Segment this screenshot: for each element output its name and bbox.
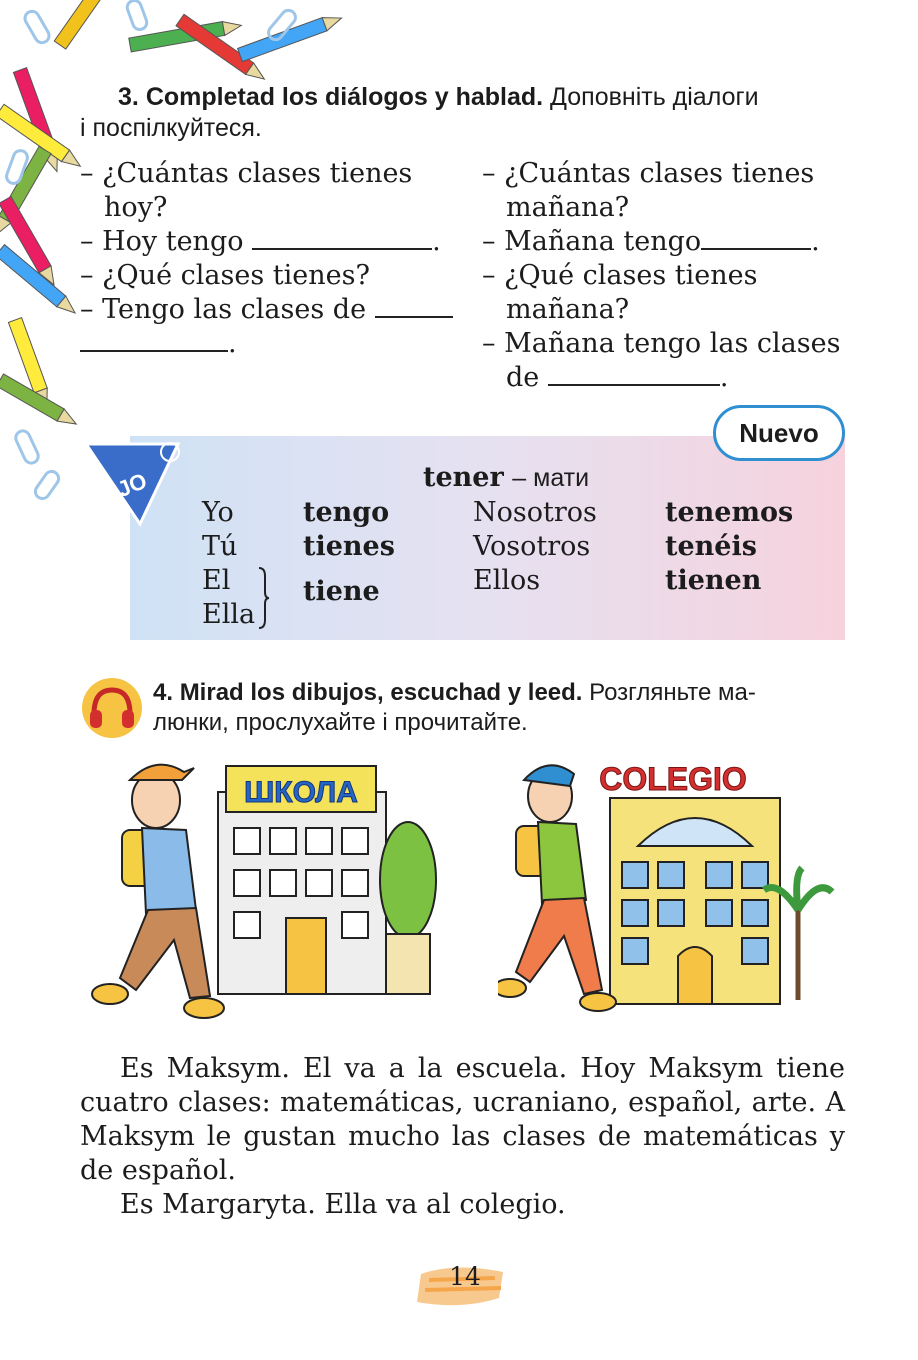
exercise-3-title-uk-2: і поспілкуйтеся. <box>80 114 262 142</box>
form-tiene: tiene <box>303 576 380 607</box>
pronoun-nosotros: Nosotros <box>473 497 597 528</box>
school-sign: ШКОЛА <box>244 776 358 809</box>
form-tenemos: tenemos <box>665 497 794 528</box>
ojo-label: OJO <box>97 467 151 509</box>
illustration-girl-colegio <box>498 750 838 1030</box>
reading-paragraph-1: Es Maksym. El va a la escuela. Hoy Maksym tiene cuatro clases: matemáticas, ucraniano, español, arte. A Maksym le gustan mucho las clases de matemáticas y de español. <box>80 1053 845 1186</box>
pronoun-yo: Yo <box>202 497 234 528</box>
illustration-boy-school <box>86 750 451 1030</box>
verb-infinitive: tener <box>423 462 504 493</box>
dialogue-right <box>482 157 840 395</box>
brace-icon <box>255 566 271 630</box>
exercise-4-heading <box>153 678 845 738</box>
answer-blank[interactable] <box>375 316 453 318</box>
form-teneis: tenéis <box>665 531 757 562</box>
dialogue-left-line-5: – Tengo las clases de <box>80 293 453 327</box>
dialogue-left-line-1: – ¿Cuántas clases tienes <box>80 158 413 189</box>
colegio-sign: COLEGIO <box>599 761 747 797</box>
dialogue-left-line-6: . <box>80 327 453 361</box>
verb-translation: – мати <box>512 464 590 492</box>
ojo-badge <box>78 430 190 530</box>
form-tienes: tienes <box>303 531 395 562</box>
answer-blank[interactable] <box>548 384 720 386</box>
form-tienen: tienen <box>665 565 762 596</box>
pronoun-ella: Ella <box>202 599 256 630</box>
pronoun-tu: Tú <box>202 531 238 562</box>
answer-blank[interactable] <box>252 248 432 250</box>
exercise-3-heading <box>80 82 855 144</box>
exercise-4-title-es: Mirad los dibujos, escuchad y leed. <box>179 679 583 706</box>
dialogue-right-line-5: mañana? <box>506 294 630 325</box>
dialogue-right-line-2: mañana? <box>506 192 630 223</box>
dialogue-left-line-2: hoy? <box>104 192 168 223</box>
pronoun-vosotros: Vosotros <box>473 531 591 562</box>
dialogue-right-line-1: – ¿Cuántas clases tienes <box>482 158 815 189</box>
answer-blank[interactable] <box>80 350 228 352</box>
answer-blank[interactable] <box>701 248 811 250</box>
headphones-icon[interactable] <box>80 676 144 740</box>
dialogue-left-line-4: – ¿Qué clases tienes? <box>80 260 370 291</box>
dialogue-left-line-3: – Hoy tengo . <box>80 226 441 257</box>
exercise-3-title-uk: Доповніть діалоги <box>550 83 759 111</box>
dialogue-right-line-7: de . <box>506 362 729 393</box>
exercise-4-title-uk-2: люнки, прослухайте і прочитайте. <box>153 709 528 736</box>
exercise-4-title-uk: Розгляньте ма- <box>589 679 756 706</box>
dialogue-right-line-4: – ¿Qué clases tienes <box>482 260 758 291</box>
dialogue-right-line-3: – Mañana tengo . <box>482 226 820 257</box>
pronoun-el: El <box>202 565 231 596</box>
pronoun-ellos: Ellos <box>473 565 541 596</box>
form-tengo: tengo <box>303 497 390 528</box>
page-number: 14 <box>449 1262 481 1291</box>
verb-title <box>423 462 589 493</box>
exercise-3-number: 3. <box>118 83 139 111</box>
reading-paragraph-2: Es Margaryta. Ella va al colegio. <box>120 1189 566 1220</box>
nuevo-label: Nuevo <box>713 405 845 461</box>
dialogue-right-line-6: – Mañana tengo las clases <box>482 328 841 359</box>
dialogue-left <box>80 157 453 361</box>
exercise-4-number: 4. <box>153 679 174 706</box>
exercise-3-title-es: Completad los diálogos y hablad. <box>145 83 544 111</box>
